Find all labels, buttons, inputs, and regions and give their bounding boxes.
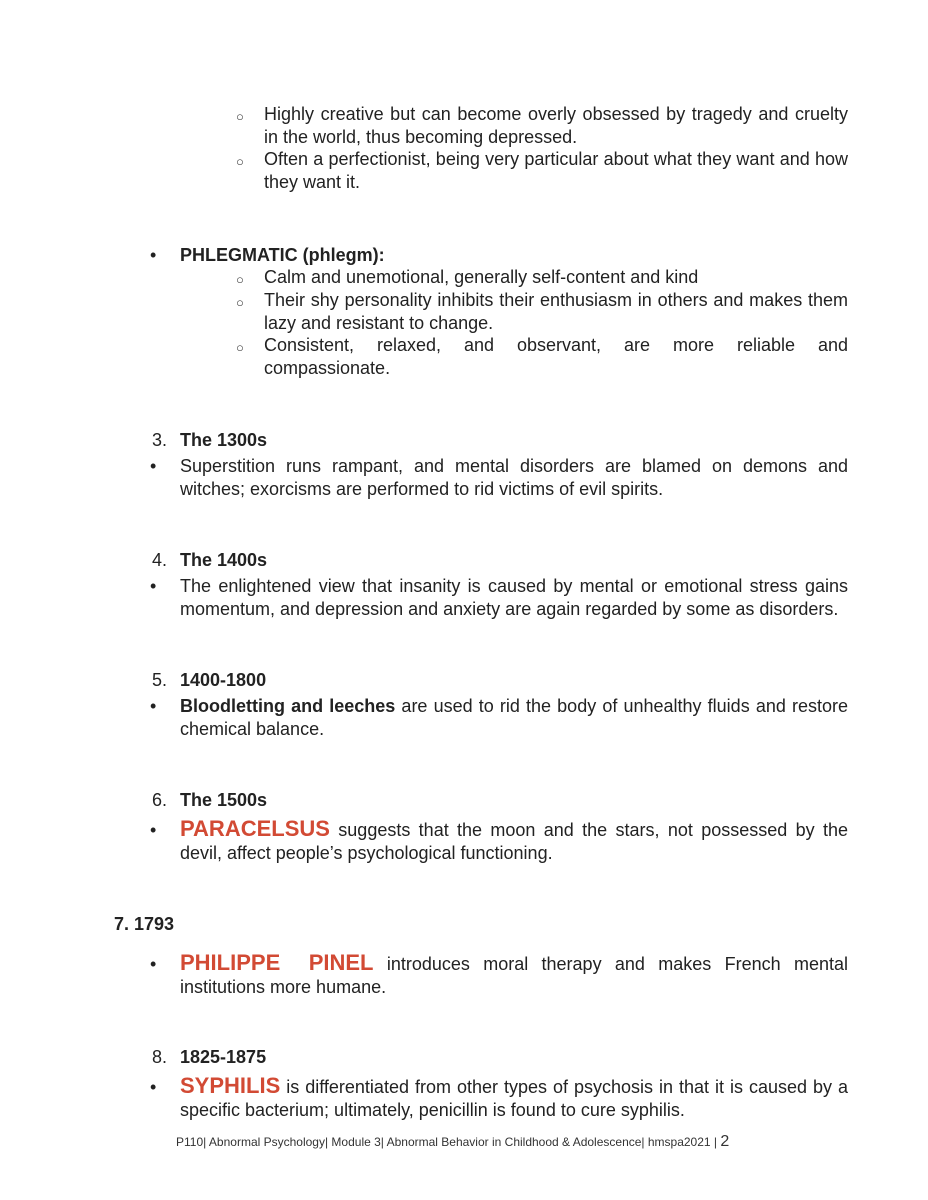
- section-heading-1300s: [152, 429, 267, 452]
- sub-bullet-marker: ○: [236, 340, 244, 355]
- section-title: The 1500s: [180, 790, 268, 810]
- paracelsus-name: PARACELSUS: [180, 816, 330, 841]
- sub-point-text-line2: compassionate.: [264, 358, 391, 378]
- section-heading-1400-1800: [152, 669, 266, 692]
- sub-point-text: Highly creative but can become overly obsessed by tragedy and cruelty in the world, thus becoming depressed.: [264, 104, 848, 147]
- section-title: 1400-1800: [180, 670, 267, 690]
- sub-bullet-marker: ○: [236, 109, 244, 124]
- bullet-text: Superstition runs rampant, and mental disorders are blamed on demons and witches; exorcisms are performed to rid victims of evil spirits.: [180, 456, 848, 499]
- page-footer: [176, 1134, 729, 1150]
- section-number: 5.: [152, 670, 168, 690]
- sub-bullet-marker: ○: [236, 295, 244, 310]
- philippe-pinel-name: PHILIPPE PINEL: [180, 950, 374, 975]
- section-title: The 1300s: [180, 430, 268, 450]
- phlegmatic-heading: PHLEGMATIC (phlegm):: [180, 245, 385, 265]
- bullet-marker: •: [150, 820, 157, 840]
- bullet-rest-text: is differentiated from other types of psychosis in that it is caused by a specific bacterium; ultimately, penicillin is found to cure syphilis.: [180, 1077, 848, 1120]
- sub-point-calm: [236, 266, 848, 289]
- bullet-marker: •: [150, 696, 157, 716]
- section-number: 4.: [152, 550, 168, 570]
- footer-text: P110| Abnormal Psychology| Module 3| Abnormal Behavior in Childhood & Adolescence| hmspa2021 |: [176, 1135, 718, 1149]
- sub-point-text: Often a perfectionist, being very particular about what they want and how they want it.: [264, 149, 848, 192]
- section-number: 3.: [152, 430, 168, 450]
- bullet-1500s: [150, 817, 848, 865]
- bloodletting-term: Bloodletting and leeches: [180, 696, 396, 716]
- bullet-marker: •: [150, 456, 157, 476]
- bullet-marker: •: [150, 1077, 157, 1097]
- sub-point-text: Their shy personality inhibits their enthusiasm in others and makes them lazy and resistant to change.: [264, 290, 848, 333]
- page-number: 2: [720, 1133, 730, 1150]
- sub-point-shy: [236, 289, 848, 335]
- sub-bullet-marker: ○: [236, 272, 244, 287]
- bullet-1400-1800: [150, 695, 848, 741]
- section-heading-1793: 7. 1793: [114, 914, 175, 934]
- section-heading-1400s: [152, 549, 267, 572]
- bullet-text: [180, 951, 848, 999]
- bullet-1793: [150, 951, 848, 999]
- section-number: 8.: [152, 1047, 168, 1067]
- section-heading-1825-1875: [152, 1046, 266, 1069]
- bullet-marker: •: [150, 576, 157, 596]
- section-number: 6.: [152, 790, 168, 810]
- bullet-1400s: [150, 575, 848, 621]
- section-title: The 1400s: [180, 550, 268, 570]
- bullet-marker: •: [150, 245, 157, 265]
- sub-point-text-line1: Consistent, relaxed, and observant, are more reliable and: [264, 335, 848, 355]
- bullet-text: The enlightened view that insanity is caused by mental or emotional stress gains momentum, and depression and anxiety are again regarded by some as disorders.: [180, 576, 848, 619]
- bullet-text: [180, 1074, 848, 1122]
- section-title: 1825-1875: [180, 1047, 267, 1067]
- bullet-text: [180, 695, 848, 741]
- sub-bullet-marker: ○: [236, 154, 244, 169]
- sub-point-creative: [236, 103, 848, 149]
- bullet-marker: •: [150, 954, 157, 974]
- phlegmatic-bullet: [150, 244, 848, 267]
- syphilis-name: SYPHILIS: [180, 1073, 281, 1098]
- bullet-rest-text: are used to rid the body of unhealthy fluids and restore chemical balance.: [180, 696, 849, 739]
- bullet-1300s: [150, 455, 848, 501]
- bullet-rest-text: introduces moral therapy and makes French mental institutions more humane.: [180, 954, 848, 997]
- section-heading-1500s: [152, 789, 267, 812]
- sub-point-consistent: [236, 334, 848, 380]
- bullet-text: [180, 817, 848, 865]
- bullet-rest-text: suggests that the moon and the stars, not possessed by the devil, affect people’s psychological functioning.: [180, 820, 848, 863]
- sub-point-text: Calm and unemotional, generally self-content and kind: [264, 267, 699, 287]
- bullet-1825-1875: [150, 1074, 848, 1122]
- sub-point-perfectionist: [236, 148, 848, 194]
